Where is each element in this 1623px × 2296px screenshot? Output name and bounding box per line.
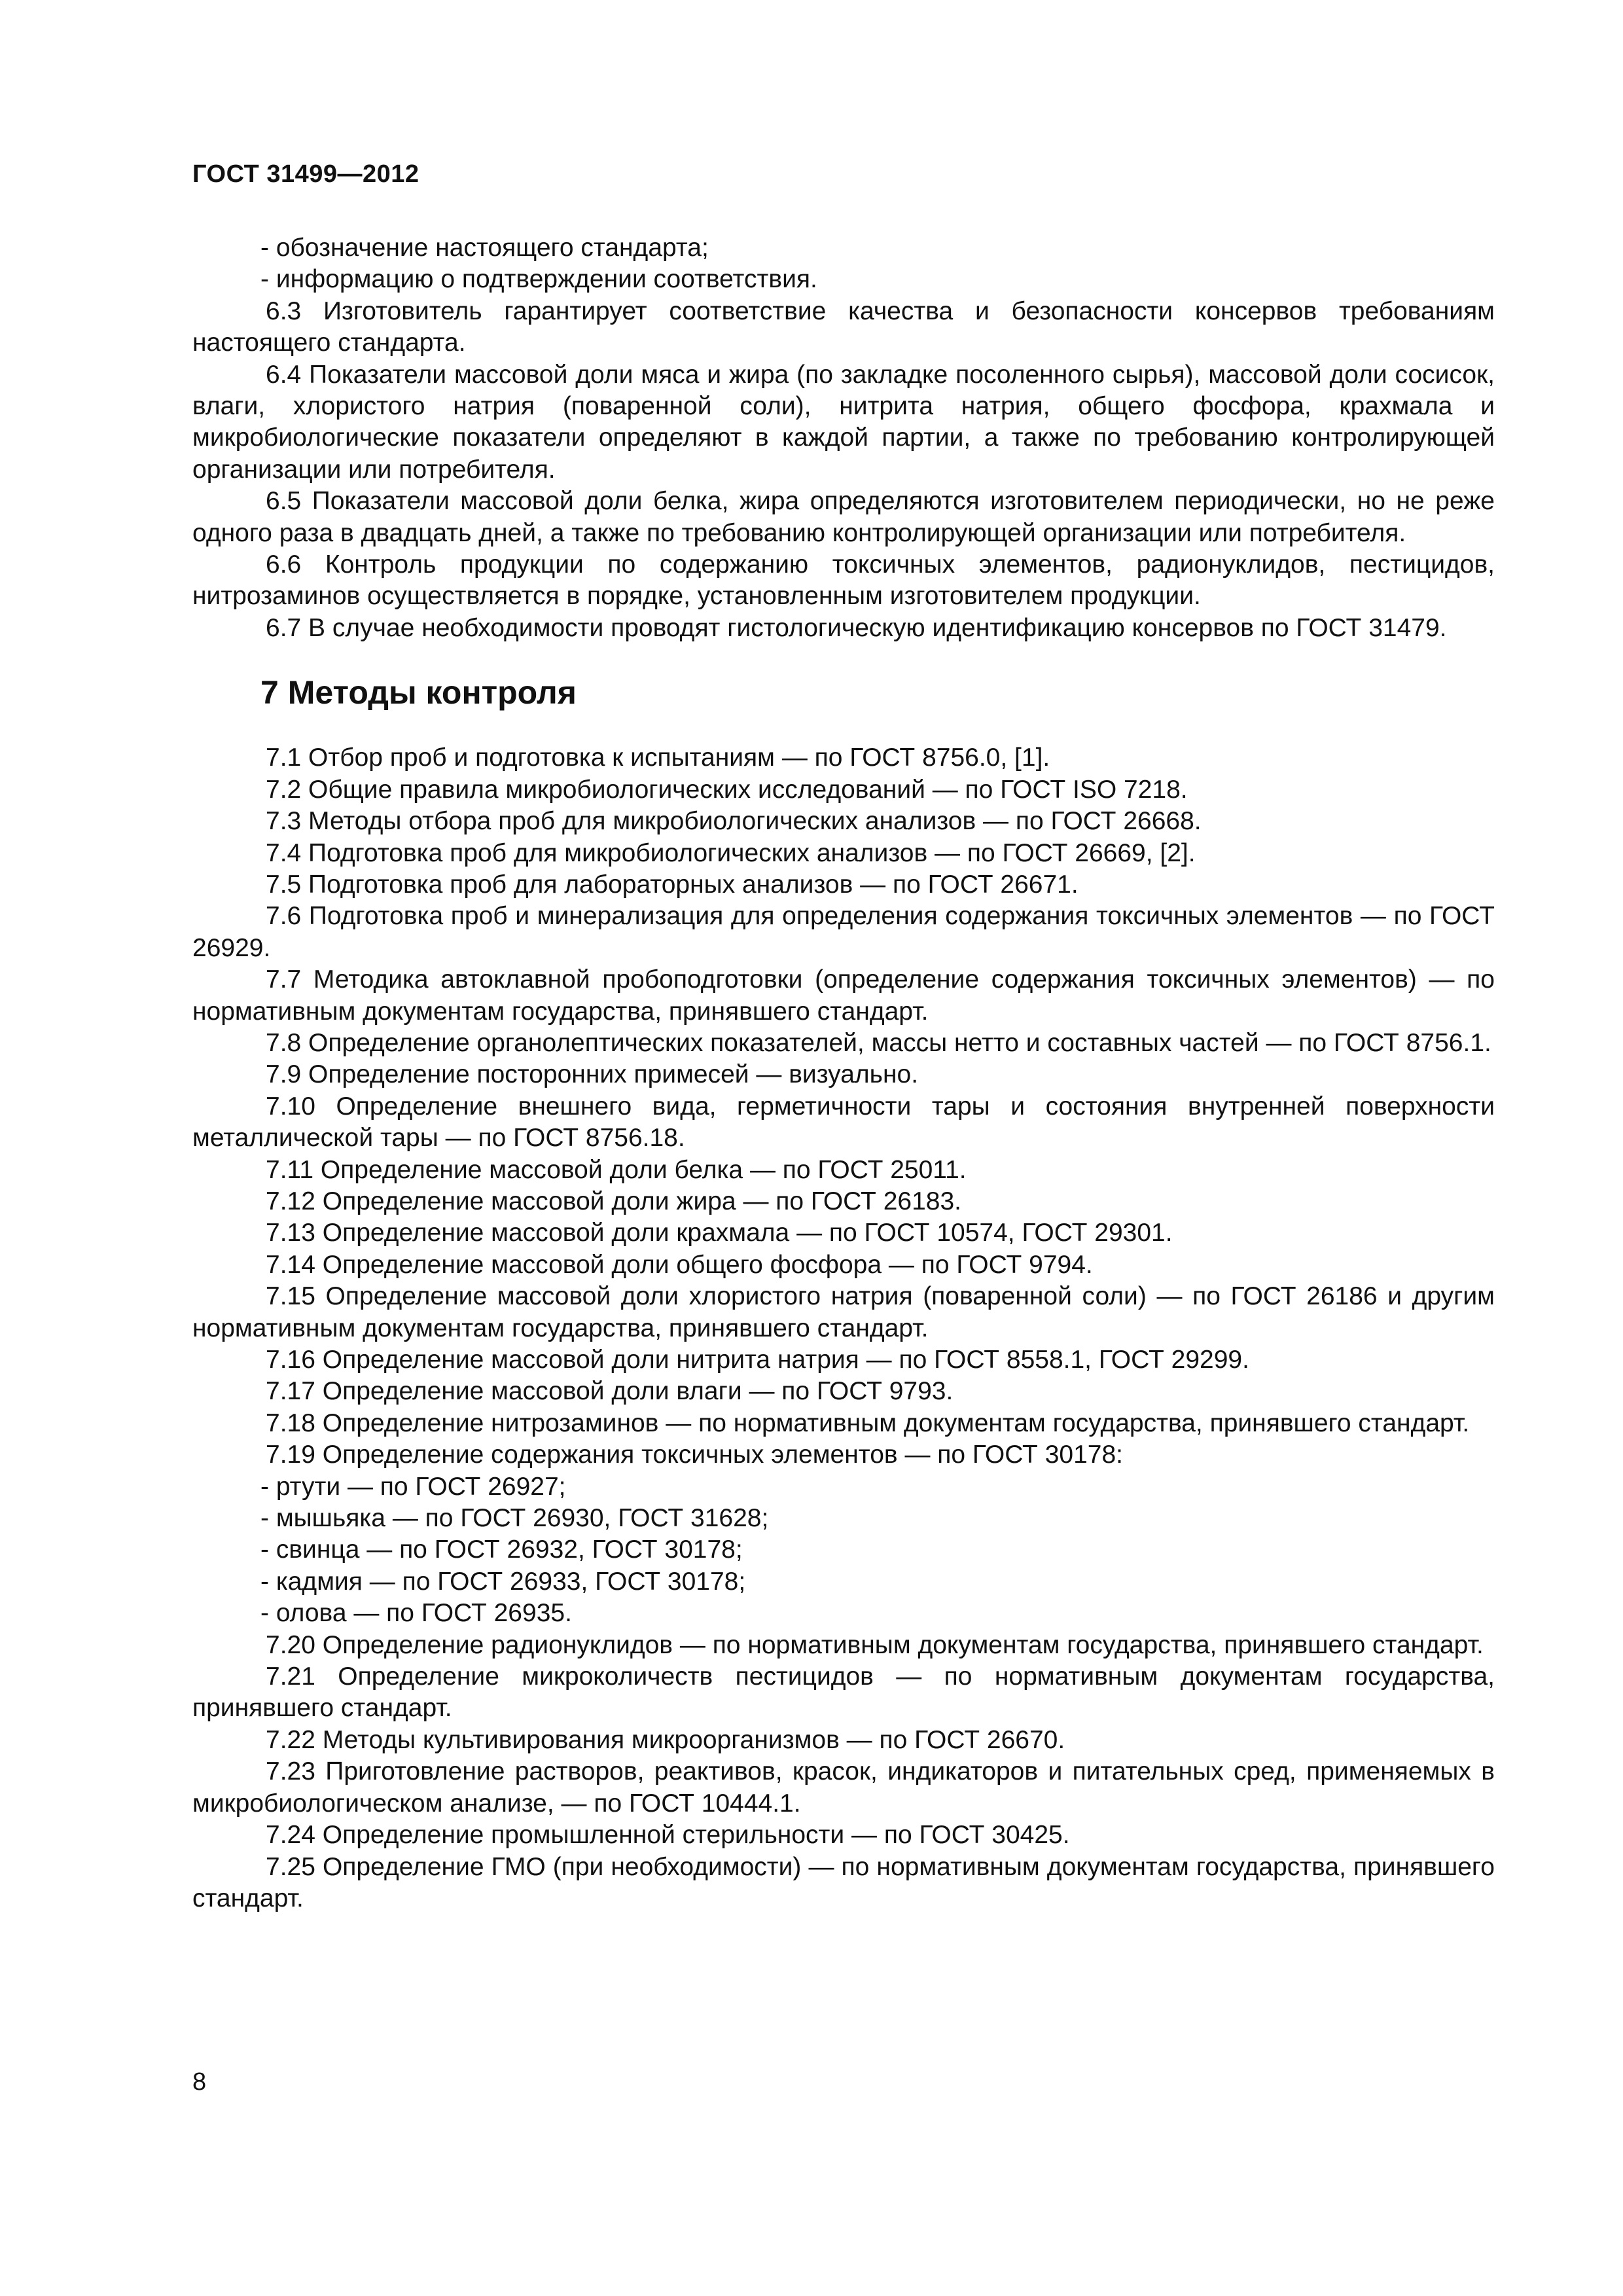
paragraph-7-19: 7.19 Определение содержания токсичных элементов — по ГОСТ 30178: (266, 1441, 1124, 1469)
paragraph-7-5: 7.5 Подготовка проб для лабораторных анализов — по ГОСТ 26671. (266, 870, 1079, 899)
paragraph-7-4: 7.4 Подготовка проб для микробиологических анализов — по ГОСТ 26669, [2]. (266, 838, 1196, 867)
paragraph-6-6: 6.6 Контроль продукции по содержанию токсичных элементов, радионуклидов, пестицидов, нитрозаминов осуществляется в порядке, установленным изготовителем продукции. (192, 550, 1495, 611)
paragraph-6-3: 6.3 Изготовитель гарантирует соответствие качества и безопасности консервов требованиям настоящего стандарта. (192, 296, 1495, 357)
paragraph-7-11: 7.11 Определение массовой доли белка — по ГОСТ 25011. (266, 1155, 967, 1184)
list-item: - мышьяка — по ГОСТ 26930, ГОСТ 31628; (260, 1504, 769, 1533)
paragraph-7-12: 7.12 Определение массовой доли жира — по ГОСТ 26183. (266, 1187, 961, 1215)
paragraph-7-18: 7.18 Определение нитрозаминов — по нормативным документам государства, принявшего стандарт. (266, 1408, 1470, 1437)
paragraph-7-9: 7.9 Определение посторонних примесей — визуально. (266, 1060, 919, 1089)
paragraph-7-15: 7.15 Определение массовой доли хлористого натрия (поваренной соли) — по ГОСТ 26186 и другим нормативным документам государства, принявшего стандарт. (192, 1282, 1495, 1342)
paragraph-7-1: 7.1 Отбор проб и подготовка к испытаниям — по ГОСТ 8756.0, [1]. (266, 744, 1050, 772)
list-item: - ртути — по ГОСТ 26927; (260, 1472, 566, 1501)
paragraph-7-22: 7.22 Методы культивирования микроорганизмов — по ГОСТ 26670. (266, 1725, 1065, 1754)
list-item: - свинца — по ГОСТ 26932, ГОСТ 30178; (260, 1535, 743, 1564)
paragraph-7-8: 7.8 Определение органолептических показателей, массы нетто и составных частей — по ГОСТ 8756.1. (266, 1028, 1491, 1057)
paragraph-7-3: 7.3 Методы отбора проб для микробиологических анализов — по ГОСТ 26668. (266, 807, 1202, 836)
section-heading: 7 Методы контроля (260, 674, 577, 711)
paragraph-7-17: 7.17 Определение массовой доли влаги — по ГОСТ 9793. (266, 1377, 954, 1406)
paragraph-7-10: 7.10 Определение внешнего вида, герметичности тары и состояния внутренней поверхности металлической тары — по ГОСТ 8756.18. (192, 1092, 1495, 1153)
paragraph-7-16: 7.16 Определение массовой доли нитрита натрия — по ГОСТ 8558.1, ГОСТ 29299. (266, 1346, 1249, 1374)
paragraph-7-13: 7.13 Определение массовой доли крахмала — по ГОСТ 10574, ГОСТ 29301. (266, 1219, 1173, 1247)
paragraph-7-6: 7.6 Подготовка проб и минерализация для определения содержания токсичных элементов — по ГОСТ 26929. (192, 902, 1495, 962)
paragraph-7-23: 7.23 Приготовление растворов, реактивов, красок, индикаторов и питательных сред, применяемых в микробиологическом анализе, — по ГОСТ 10444.1. (192, 1757, 1495, 1818)
paragraph-6-4: 6.4 Показатели массовой доли мяса и жира (по закладке посоленного сырья), массовой доли сосисок, влаги, хлористого натрия (поваренной соли), нитрита натрия, общего фосфора, крахмала и микробиологические показатели определяют в каждой партии, а также по требованию контролирующей организации или потребителя. (192, 360, 1495, 484)
paragraph-6-7: 6.7 В случае необходимости проводят гистологическую идентификацию консервов по ГОСТ 31479. (266, 613, 1447, 642)
paragraph-7-7: 7.7 Методика автоклавной пробоподготовки (определение содержания токсичных элементов) — по нормативным документам государства, принявшего стандарт. (192, 965, 1495, 1026)
page-body (192, 232, 1495, 1914)
page-number: 8 (192, 2068, 207, 2096)
paragraph-7-14: 7.14 Определение массовой доли общего фосфора — по ГОСТ 9794. (266, 1250, 1093, 1279)
paragraph-6-5: 6.5 Показатели массовой доли белка, жира определяются изготовителем периодически, но не реже одного раза в двадцать дней, а также по требованию контролирующей организации или потребителя. (192, 487, 1495, 547)
paragraph-7-24: 7.24 Определение промышленной стерильности — по ГОСТ 30425. (266, 1821, 1070, 1850)
paragraph-7-20: 7.20 Определение радионуклидов — по нормативным документам государства, принявшего стандарт. (266, 1630, 1484, 1659)
paragraph-7-21: 7.21 Определение микроколичеств пестицидов — по нормативным документам государства, принявшего стандарт. (192, 1662, 1495, 1723)
document-code-header: ГОСТ 31499—2012 (192, 160, 419, 188)
paragraph-7-2: 7.2 Общие правила микробиологических исследований — по ГОСТ ISO 7218. (266, 775, 1188, 804)
list-item: - кадмия — по ГОСТ 26933, ГОСТ 30178; (260, 1567, 746, 1596)
paragraph-7-25: 7.25 Определение ГМО (при необходимости) — по нормативным документам государства, принявшего стандарт. (192, 1852, 1495, 1912)
list-item: - информацию о подтверждении соответствия. (260, 265, 817, 294)
list-item: - обозначение настоящего стандарта; (260, 234, 709, 262)
list-item: - олова — по ГОСТ 26935. (260, 1599, 572, 1628)
